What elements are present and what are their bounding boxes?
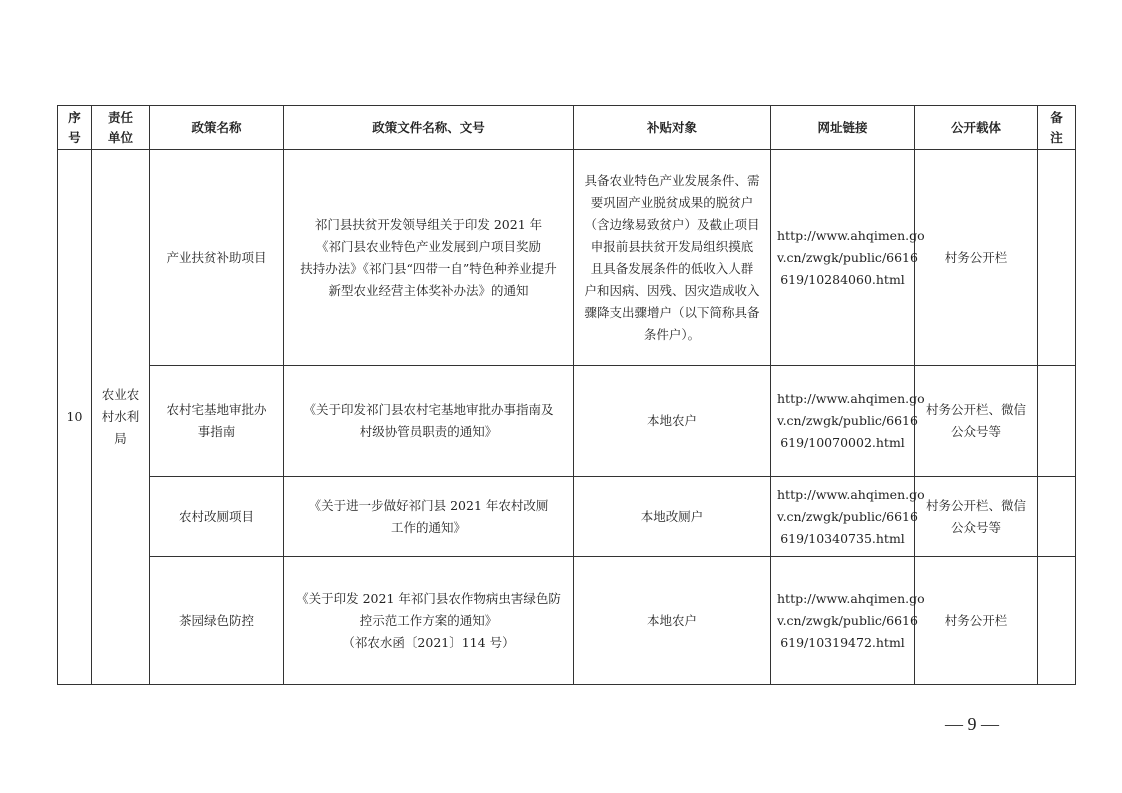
remark-cell [1038,477,1076,557]
url-cell: http://www.ahqimen.go v.cn/zwgk/public/6616 619/10284060.html [771,150,915,366]
url-cell: http://www.ahqimen.go v.cn/zwgk/public/6616 619/10340735.html [771,477,915,557]
doc-name-cell: 《关于印发祁门县农村宅基地审批办事指南及 村级协管员职责的通知》 [284,366,574,477]
target-cell: 本地改厕户 [574,477,771,557]
carrier-cell: 村务公开栏 [915,557,1038,685]
header-carrier: 公开载体 [915,106,1038,150]
url-cell: http://www.ahqimen.go v.cn/zwgk/public/6616 619/10070002.html [771,366,915,477]
header-doc-name: 政策文件名称、文号 [284,106,574,150]
target-cell: 具备农业特色产业发展条件、需 要巩固产业脱贫成果的脱贫户 （含边缘易致贫户）及截止项目 申报前县扶贫开发局组织摸底 且具备发展条件的低收入人群 户和因病、因残、因灾造成收入 骤降支出骤增户（以下简称具备 条件户）。 [574,150,771,366]
policy-name-cell: 农村宅基地审批办 事指南 [150,366,284,477]
policy-name-cell: 茶园绿色防控 [150,557,284,685]
header-url: 网址链接 [771,106,915,150]
header-remark: 备 注 [1038,106,1076,150]
header-seq: 序 号 [58,106,92,150]
table-row [58,366,1076,477]
table-row [58,477,1076,557]
carrier-cell: 村务公开栏、微信 公众号等 [915,366,1038,477]
doc-name-cell: 《关于印发 2021 年祁门县农作物病虫害绿色防 控示范工作方案的通知》 （祁农水函〔2021〕114 号） [284,557,574,685]
header-target: 补贴对象 [574,106,771,150]
remark-cell [1038,557,1076,685]
table-row [58,557,1076,685]
policy-name-cell: 农村改厕项目 [150,477,284,557]
doc-name-cell: 祁门县扶贫开发领导组关于印发 2021 年 《祁门县农业特色产业发展到户项目奖励 扶持办法》《祁门县“四带一自”特色种养业提升 新型农业经营主体奖补办法》的通知 [284,150,574,366]
policy-table-container [57,105,1075,685]
group-seq-cell: 10 [58,150,92,685]
carrier-cell: 村务公开栏、微信 公众号等 [915,477,1038,557]
remark-cell [1038,366,1076,477]
target-cell: 本地农户 [574,366,771,477]
policy-name-cell: 产业扶贫补助项目 [150,150,284,366]
header-policy-name: 政策名称 [150,106,284,150]
remark-cell [1038,150,1076,366]
page-number: — 9 — [945,714,999,734]
policy-table [57,105,1076,685]
group-unit-cell: 农业农 村水利 局 [92,150,150,685]
table-row [58,150,1076,366]
url-cell: http://www.ahqimen.go v.cn/zwgk/public/6616 619/10319472.html [771,557,915,685]
carrier-cell: 村务公开栏 [915,150,1038,366]
target-cell: 本地农户 [574,557,771,685]
table-header-row [58,106,1076,150]
doc-name-cell: 《关于进一步做好祁门县 2021 年农村改厕 工作的通知》 [284,477,574,557]
header-unit: 责任 单位 [92,106,150,150]
